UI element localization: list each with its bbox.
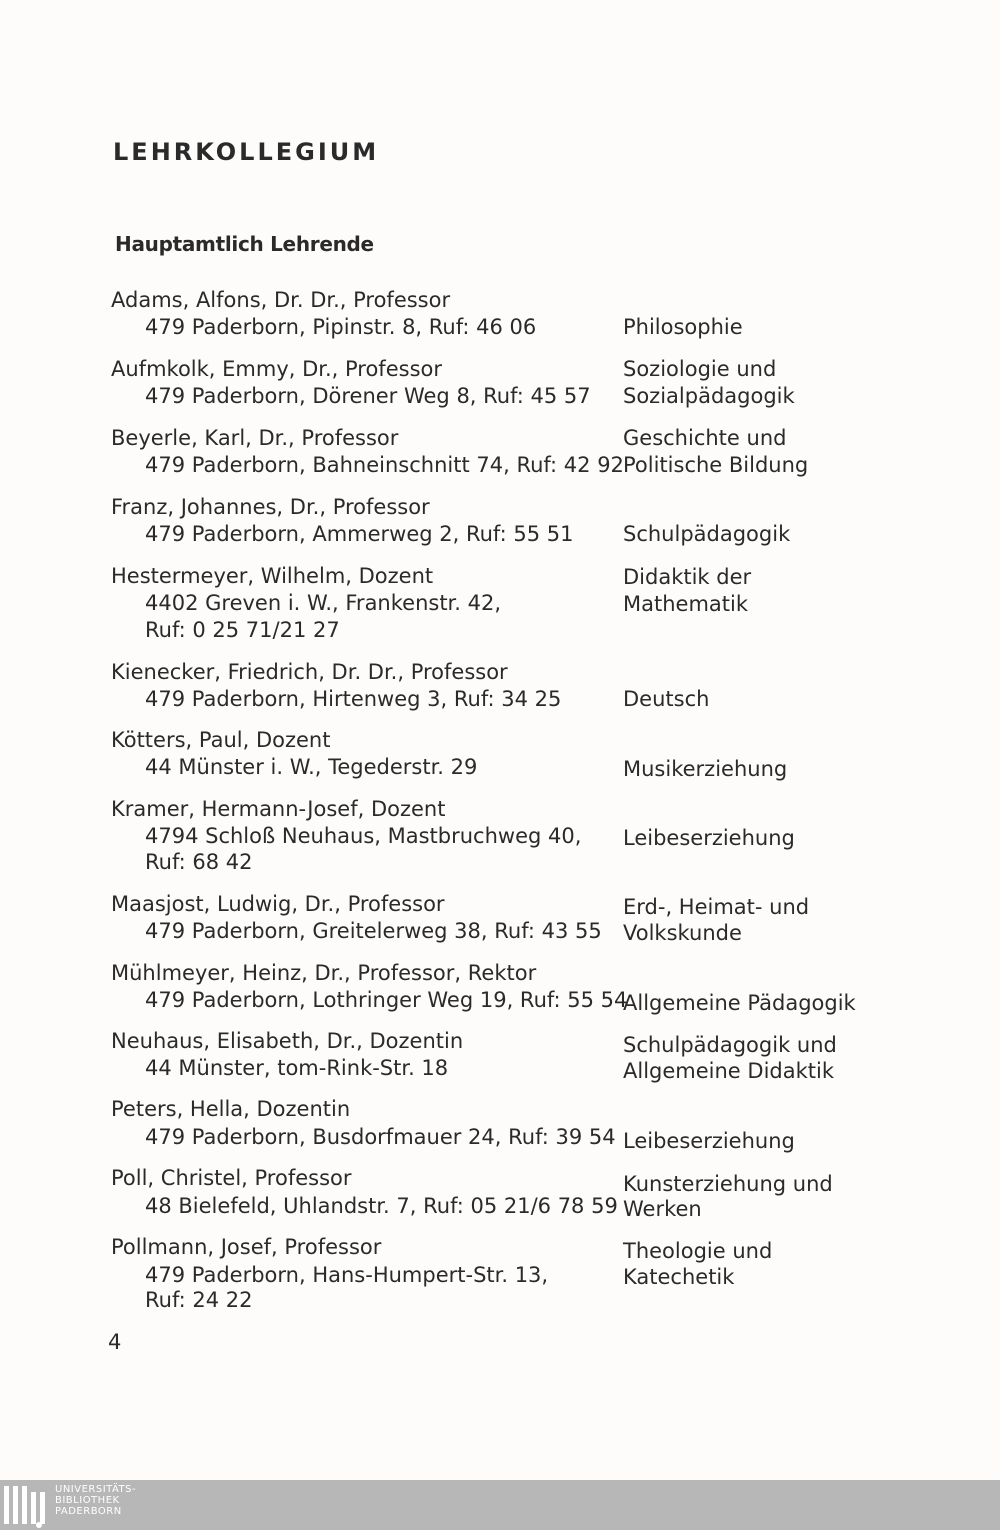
faculty-subject: Schulpädagogik xyxy=(623,522,791,546)
faculty-name: Maasjost, Ludwig, Dr., Professor xyxy=(111,892,445,916)
faculty-subject: Sozialpädagogik xyxy=(623,384,795,408)
faculty-subject: Schulpädagogik und xyxy=(623,1033,837,1057)
faculty-subject: Katechetik xyxy=(623,1265,735,1289)
faculty-name: Kötters, Paul, Dozent xyxy=(111,728,331,752)
library-name-line: PADERBORN xyxy=(55,1506,122,1517)
library-name-line: UNIVERSITÄTS- xyxy=(55,1484,137,1495)
faculty-name: Kramer, Hermann-Josef, Dozent xyxy=(111,797,446,821)
faculty-name: Kienecker, Friedrich, Dr. Dr., Professor xyxy=(111,660,508,684)
faculty-address: 479 Paderborn, Lothringer Weg 19, Ruf: 55 54 xyxy=(145,988,628,1012)
faculty-address: Ruf: 24 22 xyxy=(145,1288,253,1312)
faculty-subject: Allgemeine Pädagogik xyxy=(623,991,856,1015)
faculty-address: 479 Paderborn, Ammerweg 2, Ruf: 55 51 xyxy=(145,522,574,546)
faculty-subject: Leibeserziehung xyxy=(623,1129,795,1153)
faculty-subject: Werken xyxy=(623,1197,702,1221)
faculty-subject: Didaktik der xyxy=(623,565,752,589)
library-logo-icon xyxy=(4,1486,45,1524)
library-footer xyxy=(0,1480,1000,1530)
faculty-name: Hestermeyer, Wilhelm, Dozent xyxy=(111,564,434,588)
faculty-name: Peters, Hella, Dozentin xyxy=(111,1097,351,1121)
faculty-subject: Leibeserziehung xyxy=(623,826,795,850)
faculty-name: Pollmann, Josef, Professor xyxy=(111,1235,382,1259)
faculty-subject: Philosophie xyxy=(623,315,743,339)
faculty-address: 479 Paderborn, Bahneinschnitt 74, Ruf: 42 92 xyxy=(145,453,624,477)
faculty-subject: Mathematik xyxy=(623,592,749,616)
logo-dot-icon xyxy=(36,1522,42,1528)
faculty-subject: Politische Bildung xyxy=(623,453,809,477)
faculty-subject: Geschichte und xyxy=(623,426,787,450)
faculty-address: 479 Paderborn, Pipinstr. 8, Ruf: 46 06 xyxy=(145,315,537,339)
faculty-address: 44 Münster i. W., Tegederstr. 29 xyxy=(145,755,478,779)
faculty-address: 44 Münster, tom-Rink-Str. 18 xyxy=(145,1056,449,1080)
faculty-name: Adams, Alfons, Dr. Dr., Professor xyxy=(111,288,451,312)
faculty-subject: Volkskunde xyxy=(623,921,742,945)
section-heading: Hauptamtlich Lehrende xyxy=(115,232,374,256)
faculty-address: 479 Paderborn, Hans-Humpert-Str. 13, xyxy=(145,1263,549,1287)
faculty-name: Mühlmeyer, Heinz, Dr., Professor, Rektor xyxy=(111,961,537,985)
faculty-subject: Deutsch xyxy=(623,687,710,711)
faculty-subject: Soziologie und xyxy=(623,357,777,381)
faculty-address: 479 Paderborn, Busdorfmauer 24, Ruf: 39 54 xyxy=(145,1125,616,1149)
faculty-name: Franz, Johannes, Dr., Professor xyxy=(111,495,430,519)
faculty-name: Poll, Christel, Professor xyxy=(111,1166,352,1190)
faculty-subject: Musikerziehung xyxy=(623,757,788,781)
faculty-name: Beyerle, Karl, Dr., Professor xyxy=(111,426,399,450)
faculty-address: Ruf: 68 42 xyxy=(145,850,253,874)
faculty-address: 48 Bielefeld, Uhlandstr. 7, Ruf: 05 21/6 78 59 xyxy=(145,1194,618,1218)
faculty-address: 479 Paderborn, Greitelerweg 38, Ruf: 43 55 xyxy=(145,919,602,943)
faculty-address: 4402 Greven i. W., Frankenstr. 42, xyxy=(145,591,502,615)
faculty-address: 479 Paderborn, Hirtenweg 3, Ruf: 34 25 xyxy=(145,687,562,711)
library-name xyxy=(55,1484,136,1517)
faculty-address: 479 Paderborn, Dörener Weg 8, Ruf: 45 57 xyxy=(145,384,591,408)
faculty-name: Neuhaus, Elisabeth, Dr., Dozentin xyxy=(111,1029,464,1053)
faculty-subject: Allgemeine Didaktik xyxy=(623,1059,834,1083)
faculty-address: Ruf: 0 25 71/21 27 xyxy=(145,618,340,642)
page-title: LEHRKOLLEGIUM xyxy=(113,138,380,166)
faculty-name: Aufmkolk, Emmy, Dr., Professor xyxy=(111,357,442,381)
page-number: 4 xyxy=(108,1330,122,1354)
faculty-subject: Kunsterziehung und xyxy=(623,1172,833,1196)
faculty-subject: Theologie und xyxy=(623,1239,773,1263)
faculty-address: 4794 Schloß Neuhaus, Mastbruchweg 40, xyxy=(145,824,582,848)
library-name-line: BIBLIOTHEK xyxy=(55,1495,120,1506)
faculty-subject: Erd-, Heimat- und xyxy=(623,895,810,919)
